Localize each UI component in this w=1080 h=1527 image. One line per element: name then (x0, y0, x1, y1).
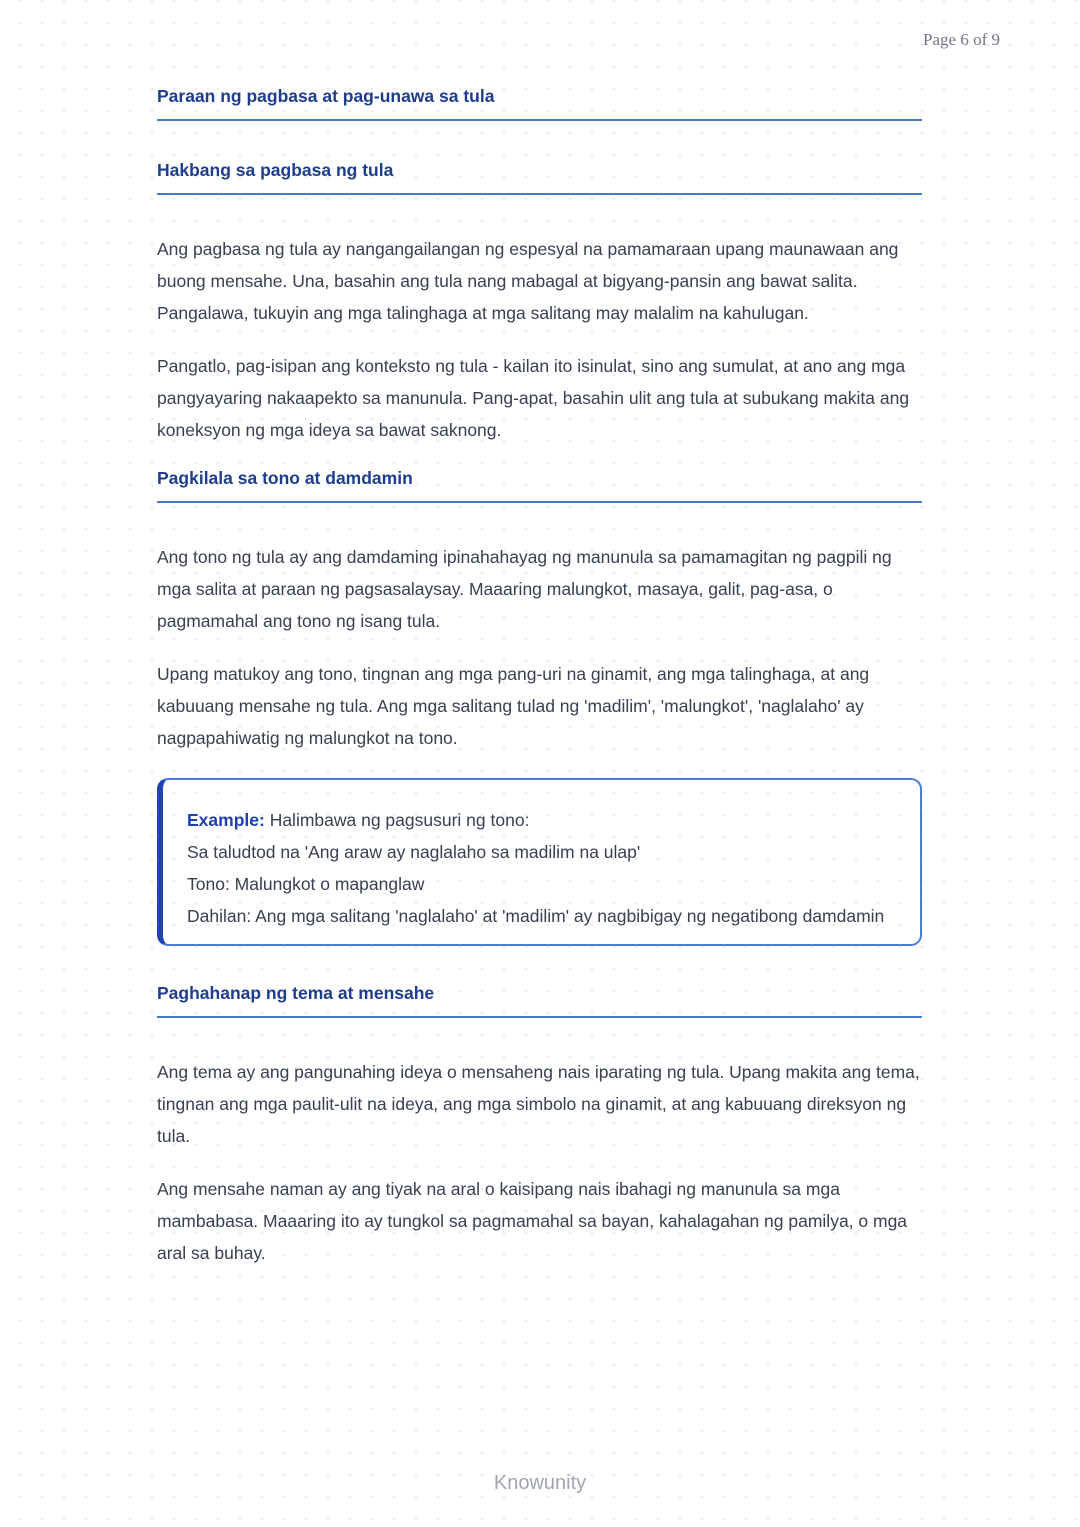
section-heading: Hakbang sa pagbasa ng tula (157, 159, 922, 195)
section-paghahanap-ng-tema (157, 982, 922, 1269)
body-paragraph: Ang tema ay ang pangunahing ideya o mensaheng nais iparating ng tula. Upang makita ang tema, tingnan ang mga paulit-ulit na ideya, ang mga simbolo na ginamit, at ang kabuuang direksyon ng tula. (157, 1062, 920, 1146)
example-line: Sa taludtod na 'Ang araw ay naglalaho sa madilim na ulap' (187, 842, 641, 862)
section-hakbang-sa-pagbasa (157, 159, 922, 446)
example-intro-line (187, 804, 890, 836)
page-title: Paraan ng pagbasa at pag-unawa sa tula (157, 85, 922, 121)
example-line: Dahilan: Ang mga salitang 'naglalaho' at 'madilim' ay nagbibigay ng negatibong damdamin (187, 906, 885, 926)
body-paragraph: Ang tono ng tula ay ang damdaming ipinahahayag ng manunula sa pamamagitan ng pagpili ng mga salita at paraan ng pagsasalaysay. Maaaring malungkot, masaya, galit, pag-asa, o pagmamahal ang tono ng isang tula. (157, 547, 892, 631)
footer-brand-knowunity: Knowunity (493, 1472, 587, 1494)
example-callout-box (157, 778, 922, 946)
page-number: Page 6 of 9 (923, 30, 1000, 49)
section-heading: Paghahanap ng tema at mensahe (157, 982, 922, 1018)
section-heading: Pagkilala sa tono at damdamin (157, 467, 922, 503)
example-label: Example: (187, 810, 265, 830)
body-paragraph: Ang pagbasa ng tula ay nangangailangan ng espesyal na pamamaraan upang maunawaan ang buong mensahe. Una, basahin ang tula nang mabagal at bigyang-pansin ang bawat salita. Pangalawa, tukuyin ang mga talinghaga at mga salitang may malalim na kahulugan. (157, 239, 899, 323)
page-content (157, 85, 922, 1290)
section-pagkilala-sa-tono (157, 467, 922, 946)
body-paragraph: Upang matukoy ang tono, tingnan ang mga pang-uri na ginamit, ang mga talinghaga, at ang kabuuang mensahe ng tula. Ang mga salitang tulad ng 'madilim', 'malungkot', 'naglalaho' ay nagpapahiwatig ng malungkot na tono. (157, 664, 870, 748)
example-line: Tono: Malungkot o mapanglaw (187, 874, 425, 894)
body-paragraph: Pangatlo, pag-isipan ang konteksto ng tula - kailan ito isinulat, sino ang sumulat, at ano ang mga pangyayaring nakaapekto sa manunula. Pang-apat, basahin ulit ang tula at subukang makita ang koneksyon ng mga ideya sa bawat saknong. (157, 356, 910, 440)
body-paragraph: Ang mensahe naman ay ang tiyak na aral o kaisipang nais ibahagi ng manunula sa mga mambabasa. Maaaring ito ay tungkol sa pagmamahal sa bayan, kahalagahan ng pamilya, o mga aral sa buhay. (157, 1179, 908, 1263)
example-intro-text: Halimbawa ng pagsusuri ng tono: (269, 810, 530, 830)
